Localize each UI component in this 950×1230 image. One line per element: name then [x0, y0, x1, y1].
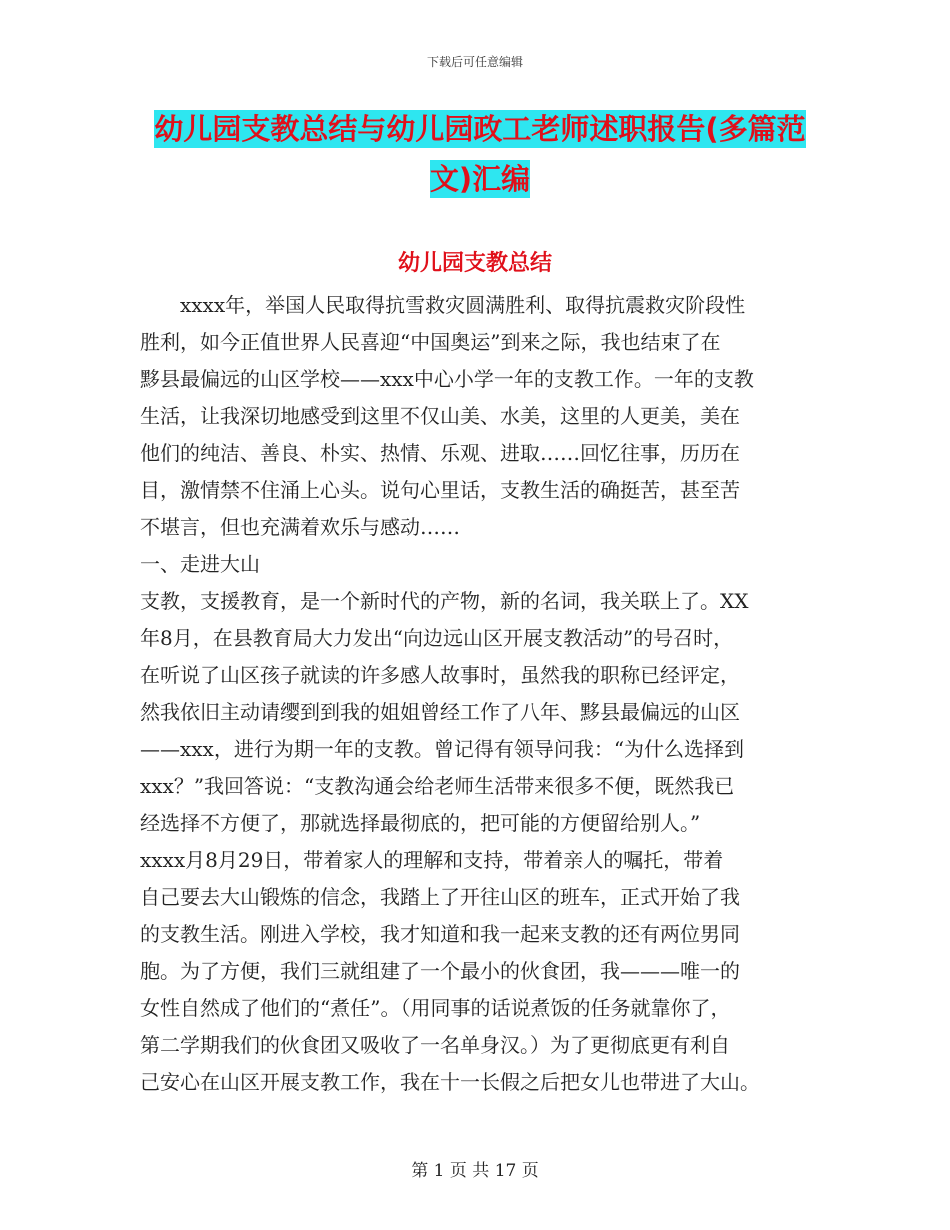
body-line: 他们的纯洁、善良、朴实、热情、乐观、进取……回忆往事，历历在	[140, 441, 740, 465]
body-line: 目，激情禁不住涌上心头。说句心里话，支教生活的确挺苦，甚至苦	[140, 478, 740, 502]
body-line: 年8月，在县教育局大力发出“向边远山区开展支教活动”的号召时，	[140, 626, 734, 650]
document-title	[150, 104, 810, 204]
body-line: 的支教生活。刚进入学校，我才知道和我一起来支教的还有两位男同	[140, 922, 740, 946]
subheading-line: 一、走进大山	[140, 552, 260, 576]
body-line: 在听说了山区孩子就读的许多感人故事时，虽然我的职称已经评定，	[140, 663, 740, 687]
body-line: 不堪言，但也充满着欢乐与感动……	[140, 515, 460, 539]
page-header-note: 下载后可任意编辑	[426, 55, 523, 69]
body-line: 经选择不方便了，那就选择最彻底的，把可能的方便留给别人。”	[140, 811, 701, 835]
page-number-footer: 第 1 页 共 17 页	[411, 1161, 539, 1181]
section-title: 幼儿园支教总结	[397, 251, 552, 276]
body-line: 然我依旧主动请缨到到我的姐姐曾经工作了八年、黟县最偏远的山区	[140, 700, 740, 724]
body-line: 自己要去大山锻炼的信念，我踏上了开往山区的班车，正式开始了我	[140, 885, 740, 909]
document-title-line-2: 文)汇编	[429, 162, 531, 196]
body-line: 支教，支援教育，是一个新时代的产物，新的名词，我关联上了。XX	[140, 589, 749, 613]
body-line: 胞。为了方便，我们三就组建了一个最小的伙食团，我———唯一的	[140, 959, 740, 983]
body-line: xxxx月8月29日，带着家人的理解和支持，带着亲人的嘱托，带着	[140, 848, 724, 872]
body-line: 生活，让我深切地感受到这里不仅山美、水美，这里的人更美，美在	[140, 404, 740, 428]
body-text	[140, 287, 810, 1101]
body-line: 胜利，如今正值世界人民喜迎“中国奥运”到来之际，我也结束了在	[140, 330, 721, 354]
body-line: 黟县最偏远的山区学校——xxx中心小学一年的支教工作。一年的支教	[140, 367, 754, 391]
body-line: 己安心在山区开展支教工作，我在十一长假之后把女儿也带进了大山。	[140, 1070, 760, 1094]
body-line: 第二学期我们的伙食团又吸收了一名单身汉。）为了更彻底更有利自	[140, 1033, 730, 1057]
body-line: xxx？”我回答说：“支教沟通会给老师生活带来很多不便，既然我已	[140, 774, 735, 798]
body-line: xxxx年，举国人民取得抗雪救灾圆满胜利、取得抗震救灾阶段性	[140, 293, 746, 317]
body-line: 女性自然成了他们的“煮任”。（用同事的话说煮饭的任务就靠你了，	[140, 996, 731, 1020]
body-line: ——xxx，进行为期一年的支教。曾记得有领导问我：“为什么选择到	[140, 737, 745, 761]
document-title-line-1: 幼儿园支教总结与幼儿园政工老师述职报告(多篇范	[154, 112, 806, 146]
